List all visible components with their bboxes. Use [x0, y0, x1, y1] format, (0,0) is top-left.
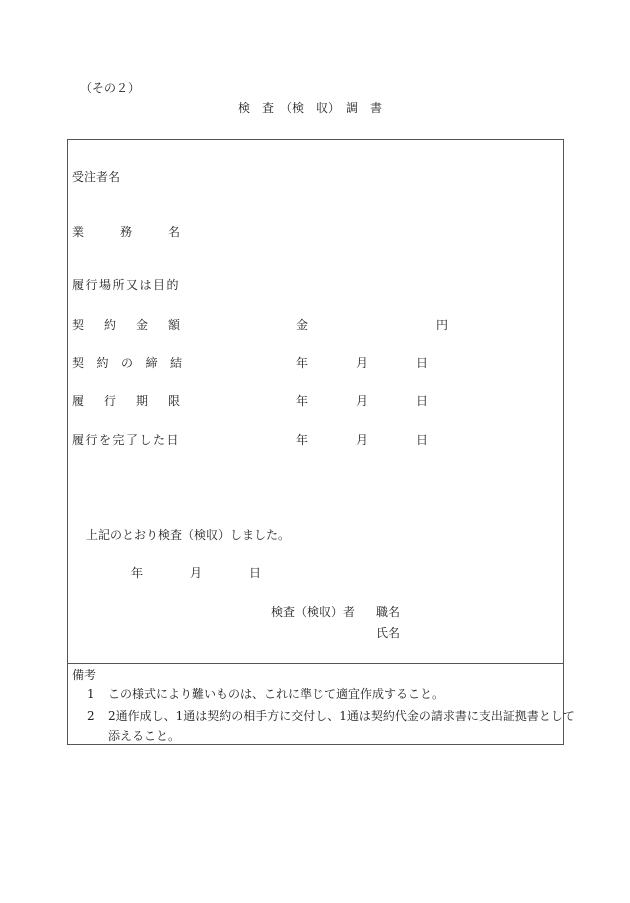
certification-day: 日 — [249, 566, 262, 580]
certification-year: 年 — [131, 566, 144, 580]
amount-prefix: 金 — [296, 318, 309, 332]
inspector-label: 検査（検収）者 — [271, 605, 356, 619]
service-name-label: 業務名 — [72, 225, 217, 239]
contract-day: 日 — [416, 356, 429, 370]
note-text-continuation: 添えること。 — [108, 729, 181, 743]
deadline-day: 日 — [416, 394, 429, 408]
contract-month: 月 — [356, 356, 369, 370]
name-label: 氏名 — [376, 626, 401, 640]
amount-unit: 円 — [436, 318, 449, 332]
contractor-label: 受注者名 — [72, 170, 121, 184]
place-purpose-label: 履行場所又は目的 — [72, 278, 181, 292]
note-number: 2 — [87, 709, 95, 723]
contract-amount-label: 契約金額 — [72, 318, 201, 332]
certification-month: 月 — [190, 566, 203, 580]
deadline-month: 月 — [356, 394, 369, 408]
certification-statement: 上記のとおり検査（検収）しました。 — [86, 528, 291, 542]
completion-day: 日 — [416, 433, 429, 447]
completion-year: 年 — [296, 433, 309, 447]
contract-year: 年 — [296, 356, 309, 370]
note-text: この様式により難いものは、これに準じて適宜作成すること。 — [108, 687, 445, 701]
page-title: 検 査 （検 収） 調 書 — [238, 101, 383, 115]
position-label: 職名 — [376, 605, 401, 619]
notes-divider — [67, 663, 563, 664]
form-number: （その２） — [80, 81, 141, 95]
note-text: 2通作成し、1通は契約の相手方に交付し、1通は契約代金の請求書に支出証拠書として — [108, 709, 575, 723]
notes-heading: 備考 — [72, 668, 97, 682]
deadline-label: 履行期限 — [72, 394, 201, 408]
note-number: 1 — [87, 687, 95, 701]
deadline-year: 年 — [296, 394, 309, 408]
contract-date-label: 契約の締結 — [72, 356, 195, 370]
completion-month: 月 — [356, 433, 369, 447]
completion-date-label: 履行を完了した日 — [72, 433, 181, 447]
